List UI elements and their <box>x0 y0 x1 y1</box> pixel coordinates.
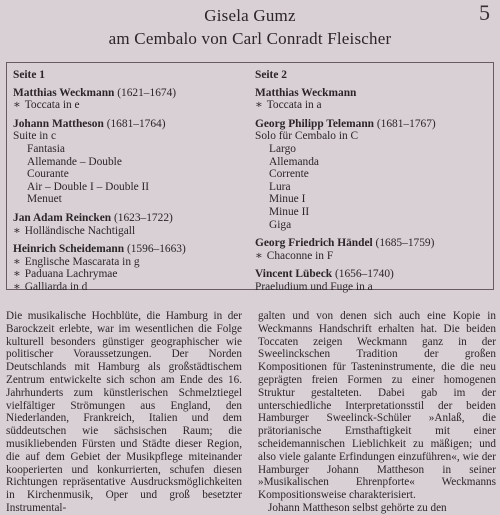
piece-text: Air – Double I – Double II <box>27 180 150 193</box>
composer-entry <box>255 118 491 231</box>
composer-entry <box>255 87 491 112</box>
composer-line <box>255 87 491 100</box>
piece-text: Lura <box>269 180 291 193</box>
piece-text: Chaconne in F <box>266 249 334 262</box>
movement <box>13 168 245 181</box>
piece-text: Galliarda in d <box>24 280 88 293</box>
movement <box>255 181 491 194</box>
composer-name: Matthias Weckmann <box>255 86 357 99</box>
piece-text: Minue II <box>269 205 310 218</box>
work-title <box>13 99 245 112</box>
composer-dates: (1685–1759) <box>375 237 435 250</box>
essay-column-right <box>258 310 496 515</box>
piece-text: Suite in c <box>13 130 57 143</box>
side-heading: Seite 1 <box>13 69 45 81</box>
composer-name: Jan Adam Reincken <box>13 211 112 224</box>
composer-line <box>13 87 245 100</box>
header <box>0 0 500 58</box>
composer-name: Matthias Weckmann <box>13 86 115 99</box>
work-title <box>13 130 245 143</box>
essay-paragraph: galten und von denen sich auch eine Kopie in Weckmanns Handschrift erhalten hat. Die beiden Toccaten zeigen Weckmann ganz in der Sweelinckschen Tradition der großen Kompositionen für Tasteninstrumente, die die neu geprägten freien Formen zu einer homogenen Struktur gestalteten. Dabei gab im der unterschiedliche Interpretationsstil der beiden Hamburger Sweelinck-Schüler »Anlaß, die prätorianische Ernsthaftigkeit mit einer scheidemannischen Lieblichkeit zu mäßigen; und also viele galante Erfindungen einzuführen«, wie der Hamburger Johann Mattheson in seiner »Musikalischen Ehrenpforte« Weckmanns Kompositionsweise charakterisiert. <box>258 310 496 502</box>
performer-name: Gisela Gumz <box>204 6 296 25</box>
movement <box>13 156 245 169</box>
work-title <box>13 225 245 238</box>
composer-entry <box>13 212 245 237</box>
composer-line <box>13 118 245 131</box>
movement <box>255 168 491 181</box>
composer-name: Georg Philipp Telemann <box>255 117 374 130</box>
piece-text: Praeludium und Fuge in a <box>255 280 373 293</box>
movement <box>255 206 491 219</box>
movement <box>13 143 245 156</box>
composer-dates: (1681–1764) <box>106 117 166 130</box>
work-title <box>255 130 491 143</box>
corner-mark: 5 <box>479 0 490 25</box>
composer-dates: (1623–1722) <box>113 211 173 224</box>
piece-text: Englische Mascarata in g <box>24 255 140 268</box>
composer-line <box>13 212 245 225</box>
movement <box>13 181 245 194</box>
composer-dates: (1621–1674) <box>117 86 177 99</box>
composer-dates: (1656–1740) <box>334 268 394 281</box>
asterisk-icon: ∗ <box>13 224 21 237</box>
composer-name: Georg Friedrich Händel <box>255 237 373 250</box>
composer-name: Heinrich Scheidemann <box>13 243 125 256</box>
piece-text: Menuet <box>27 193 62 206</box>
program-box <box>6 62 494 293</box>
work-title <box>13 256 245 269</box>
piece-text: Largo <box>269 142 296 155</box>
composer-line <box>255 237 491 250</box>
composer-entry <box>255 268 491 293</box>
work-title <box>255 99 491 112</box>
piece-text: Solo für Cembalo in C <box>255 130 359 143</box>
movement <box>255 193 491 206</box>
side-heading: Seite 2 <box>255 69 287 81</box>
piece-text: Toccata in a <box>266 99 322 112</box>
piece-text: Holländische Nachtigall <box>24 224 136 237</box>
piece-text: Courante <box>27 168 69 181</box>
piece-text: Paduana Lachrymae <box>24 268 118 281</box>
piece-text: Fantasia <box>27 142 65 155</box>
movement <box>13 193 245 206</box>
composer-entry <box>13 118 245 206</box>
composer-line <box>255 268 491 281</box>
asterisk-icon: ∗ <box>255 249 263 262</box>
work-title <box>255 281 491 294</box>
composer-name: Johann Mattheson <box>13 117 104 130</box>
composer-line <box>13 243 245 256</box>
asterisk-icon: ∗ <box>13 255 21 268</box>
movement <box>255 219 491 232</box>
movement <box>255 156 491 169</box>
instrument-line: am Cembalo von Carl Conradt Fleischer <box>108 29 392 48</box>
movement <box>255 143 491 156</box>
work-title <box>255 250 491 263</box>
work-title <box>13 268 245 281</box>
asterisk-icon: ∗ <box>13 280 21 293</box>
asterisk-icon: ∗ <box>13 268 21 281</box>
composer-entry <box>255 237 491 262</box>
essay-column-left <box>6 310 242 515</box>
piece-text: Toccata in e <box>24 99 80 112</box>
asterisk-icon: ∗ <box>13 99 21 112</box>
piece-text: Allemande – Double <box>27 155 122 168</box>
composer-entry <box>13 87 245 112</box>
program-column-side-1 <box>13 69 245 294</box>
work-title <box>13 281 245 294</box>
composer-name: Vincent Lübeck <box>255 268 333 281</box>
composer-dates: (1681–1767) <box>376 117 436 130</box>
composer-dates: (1596–1663) <box>126 243 186 256</box>
essay-paragraph: Johann Mattheson selbst gehörte zu den <box>268 501 447 514</box>
essay-paragraph: Die musikalische Hochblüte, die Hamburg in der Barockzeit erlebte, war im wesentlichen die Folge kulturell besonders günstiger geographischer wie politischer Voraussetzungen. Der Norden Deutschlands mit Hamburg als großstädtischem Zentrum entwickelte sich schon am Ende des 16. Jahrhunderts zum künstlerischen Schmelztiegel vielfältiger Strömungen aus England, den Niederlanden, Frankreich, Italien und dem süddeutschen wie sächsischen Raum; die musikliebenden Fürsten und Städte dieser Region, die auf dem Gebiet der Musikpflege miteinander kooperierten und konkurrierten, schufen diesen Richtungen repräsentative Ausdrucksmöglichkeiten in Kirchenmusik, Oper und groß besetzter Instrumental- <box>6 310 242 514</box>
program-column-side-2 <box>255 69 491 294</box>
asterisk-icon: ∗ <box>255 99 263 112</box>
composer-line <box>255 118 491 131</box>
piece-text: Minue I <box>269 193 306 206</box>
composer-entry <box>13 243 245 293</box>
piece-text: Corrente <box>269 168 309 181</box>
piece-text: Allemanda <box>269 155 319 168</box>
piece-text: Giga <box>269 218 292 231</box>
